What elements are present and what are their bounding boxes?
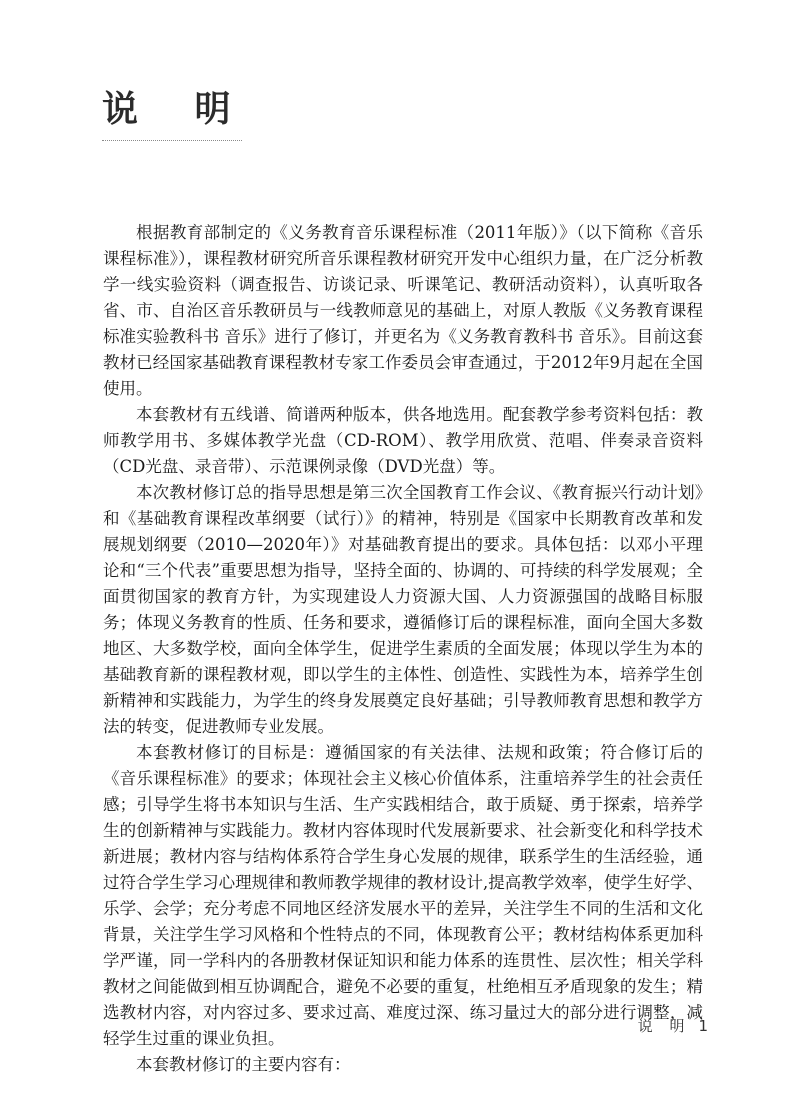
page-title: 说 明 [102, 88, 253, 130]
paragraph-2: 本套教材有五线谱、简谱两种版本，供各地选用。配套教学参考资料包括：教师教学用书、多媒体教学光盘（CD-ROM）、教学用欣赏、范唱、伴奏录音资料（CD光盘、录音带）、示范课例录像（DVD光盘）等。 [103, 405, 703, 476]
paragraph-5: 本套教材修订的主要内容有： [136, 1055, 351, 1074]
footer-section-label: 说 明 [637, 1017, 691, 1035]
paragraph-3: 本次教材修订总的指导思想是第三次全国教育工作会议、《教育振兴行动计划》和《基础教育课程改革纲要（试行）》的精神，特别是《国家中长期教育改革和发展规划纲要（2010—2020年）》对基础教育提出的要求。具体包括：以邓小平理论和“三个代表”重要思想为指导，坚持全面的、协调的、可持续的科学发展观；全面贯彻国家的教育方针，为实现建设人力资源大国、人力资源强国的战略目标服务；体现义务教育的性质、任务和要求，遵循修订后的课程标准，面向全国大多数地区、大多数学校，面向全体学生，促进学生素质的全面发展；体现以学生为本的基础教育新的课程教材观，即以学生的主体性、创造性、实践性为本，培养学生创新精神和实践能力，为学生的终身发展奠定良好基础；引导教师教育思想和教学方法的转变，促进教师专业发展。 [103, 483, 703, 736]
body-text [103, 220, 703, 1078]
page-number: 1 [698, 1017, 708, 1035]
title-underline [102, 140, 242, 141]
paragraph-1: 根据教育部制定的《义务教育音乐课程标准（2011年版）》（以下简称《音乐课程标准》），课程教材研究所音乐课程教材研究开发中心组织力量，在广泛分析教学一线实验资料（调查报告、访谈记录、听课笔记、教研活动资料），认真听取各省、市、自治区音乐教研员与一线教师意见的基础上，对原人教版《义务教育课程标准实验教科书 音乐》进行了修订，并更名为《义务教育教科书 音乐》。目前这套教材已经国家基础教育课程教材专家工作委员会审查通过，于2012年9月起在全国使用。 [103, 223, 703, 398]
page-footer [638, 1015, 708, 1036]
paragraph-4: 本套教材修订的目标是：遵循国家的有关法律、法规和政策；符合修订后的《音乐课程标准》的要求；体现社会主义核心价值体系，注重培养学生的社会责任感；引导学生将书本知识与生活、生产实践相结合，敢于质疑、勇于探索，培养学生的创新精神与实践能力。教材内容体现时代发展新要求、社会新变化和科学技术新进展；教材内容与结构体系符合学生身心发展的规律，联系学生的生活经验，通过符合学生学习心理规律和教师教学规律的教材设计,提高教学效率，使学生好学、乐学、会学；充分考虑不同地区经济发展水平的差异，关注学生不同的生活和文化背景，关注学生学习风格和个性特点的不同，体现教育公平；教材结构体系更加科学严谨，同一学科内的各册教材保证知识和能力体系的连贯性、层次性；相关学科教材之间能做到相互协调配合，避免不必要的重复，杜绝相互矛盾现象的发生；精选教材内容，对内容过多、要求过高、难度过深、练习量过大的部分进行调整，减轻学生过重的课业负担。 [103, 743, 703, 1048]
